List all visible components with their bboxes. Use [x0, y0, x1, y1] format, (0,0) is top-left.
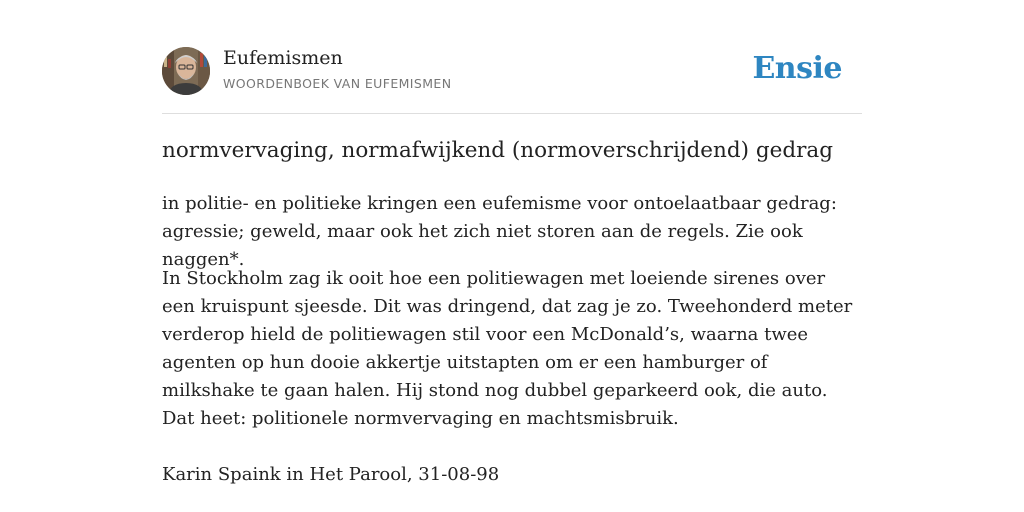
author-avatar[interactable] — [162, 47, 210, 95]
header — [162, 0, 862, 114]
entry-source: Karin Spaink in Het Parool, 31-08-98 — [162, 464, 500, 485]
entry-definition: in politie- en politieke kringen een eufemisme voor ontoelaatbaar gedrag: agressie; geweld, maar ook het zich niet storen aan de regels. Zie ook naggen*. — [162, 193, 837, 270]
ensie-logo[interactable]: Ensie — [752, 51, 842, 86]
site-subtitle: WOORDENBOEK VAN EUFEMISMEN — [223, 76, 452, 91]
entry-term: normvervaging, normafwijkend (normoverschrijdend) gedrag — [162, 138, 833, 163]
avatar-portrait-icon — [162, 47, 210, 95]
site-title[interactable]: Eufemismen — [223, 47, 343, 69]
entry-card — [162, 0, 862, 485]
entry-example: In Stockholm zag ik ooit hoe een politiewagen met loeiende sirenes over een kruispunt sjeesde. Dit was dringend, dat zag je zo. Tweehonderd meter verderop hield de politiewagen stil voor een McDonald’s, waarna twee agenten op hun dooie akkertje uitstapten om er een hamburger of milkshake te gaan halen. Hij stond nog dubbel geparkeerd ook, die auto. Dat heet: politionele normvervaging en machtsmisbruik. — [162, 268, 853, 429]
